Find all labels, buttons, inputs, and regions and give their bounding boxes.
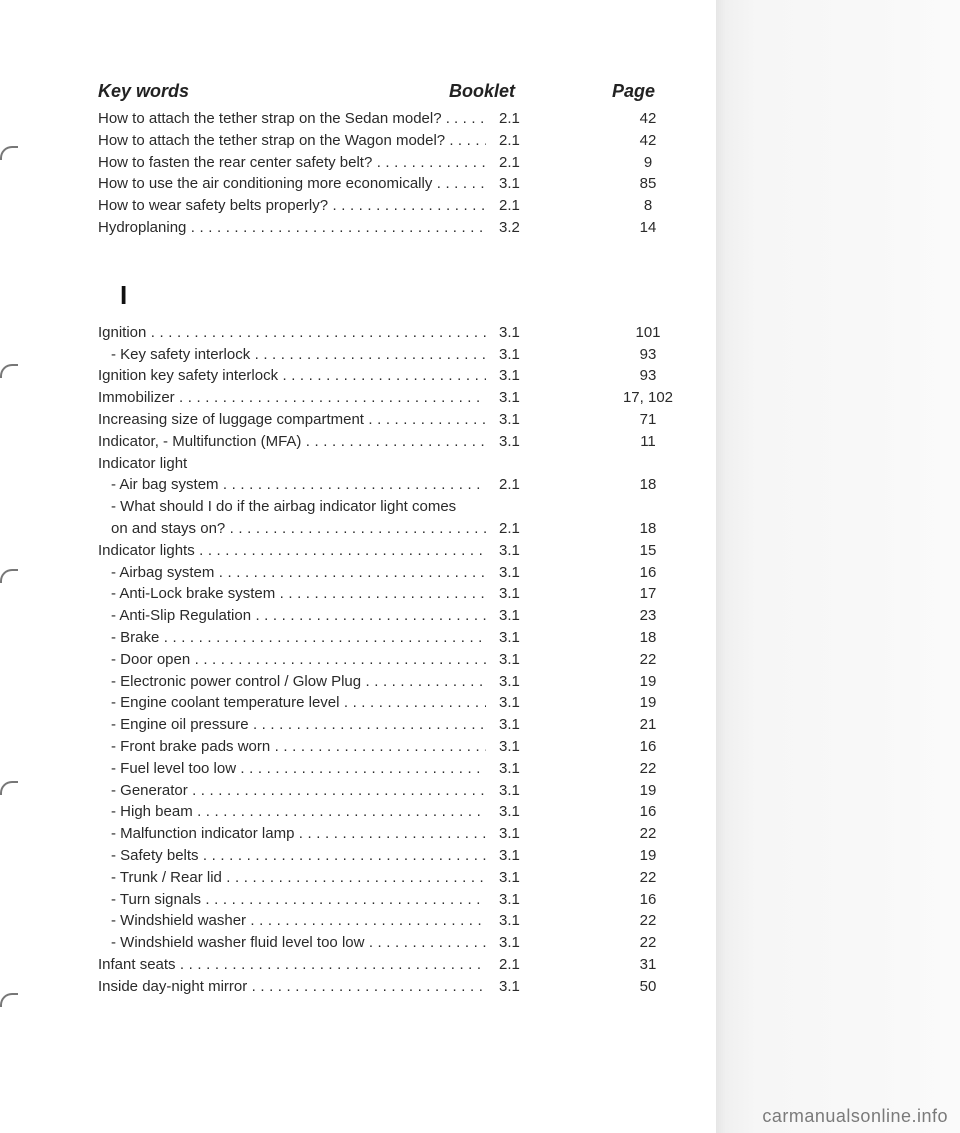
entry-booklet: 3.1 bbox=[499, 541, 520, 559]
entry-page: 16 bbox=[639, 563, 657, 581]
entry-booklet: 3.1 bbox=[499, 912, 520, 930]
entry-page: 17, 102 bbox=[622, 389, 674, 407]
entry-keyword: - Trunk / Rear lid . . . bbox=[98, 867, 486, 889]
entry-keyword: - High beam . . . bbox=[98, 801, 486, 823]
entry-booklet: 3.1 bbox=[499, 563, 520, 581]
entry-booklet: 3.1 bbox=[499, 410, 520, 428]
header-booklet: Booklet bbox=[449, 81, 516, 101]
entry-page: 18 bbox=[639, 476, 657, 494]
index-entry bbox=[98, 954, 668, 976]
entry-booklet: 3.1 bbox=[499, 345, 520, 363]
entry-keyword: How to attach the tether strap on the Sedan model? . . . . . bbox=[98, 108, 486, 130]
index-entry bbox=[98, 152, 668, 174]
entry-keyword: - Key safety interlock . . . bbox=[98, 344, 486, 366]
index-entry bbox=[98, 322, 668, 344]
entry-booklet: 3.1 bbox=[499, 977, 520, 995]
entry-keyword: Immobilizer . . . bbox=[98, 387, 486, 409]
entry-page: 22 bbox=[639, 868, 657, 886]
index-entry bbox=[98, 387, 674, 409]
entry-page: 22 bbox=[639, 650, 657, 668]
binder-hole-mark bbox=[0, 146, 18, 160]
entry-keyword: - Malfunction indicator lamp . . . bbox=[98, 823, 486, 845]
entry-page: 19 bbox=[639, 694, 657, 712]
entry-keyword: Indicator lights . . . bbox=[98, 540, 486, 562]
entry-booklet: 3.1 bbox=[499, 716, 520, 734]
entry-page: 19 bbox=[639, 781, 657, 799]
index-entry bbox=[98, 692, 668, 714]
entry-page: 11 bbox=[640, 432, 656, 450]
entry-keyword: Inside day-night mirror . . . bbox=[98, 976, 486, 998]
index-entry bbox=[98, 496, 668, 518]
entry-page: 14 bbox=[639, 218, 657, 236]
entry-keyword: Indicator light bbox=[98, 454, 188, 472]
entry-booklet: 3.1 bbox=[499, 585, 520, 603]
index-entry bbox=[98, 365, 668, 387]
entry-page: 8 bbox=[643, 197, 653, 215]
entry-page: 71 bbox=[639, 410, 657, 428]
binder-hole-mark bbox=[0, 364, 18, 378]
entry-keyword: Increasing size of luggage compartment . . . bbox=[98, 409, 486, 431]
entry-keyword: - Airbag system . . . bbox=[98, 562, 486, 584]
entry-keyword: - Brake . . . bbox=[98, 627, 486, 649]
entry-keyword: - Door open . . . bbox=[98, 649, 486, 671]
index-entry bbox=[98, 173, 668, 195]
index-entry bbox=[98, 431, 668, 453]
binder-hole-mark bbox=[0, 569, 18, 583]
entry-booklet: 3.1 bbox=[499, 934, 520, 952]
entry-page: 93 bbox=[639, 345, 657, 363]
entry-keyword: Infant seats . . . bbox=[98, 954, 486, 976]
entry-page: 19 bbox=[639, 846, 657, 864]
entry-page: 9 bbox=[643, 153, 653, 171]
index-header bbox=[0, 81, 716, 107]
entry-keyword: Ignition . . . bbox=[98, 322, 486, 344]
entry-keyword: - Anti-Lock brake system . . . bbox=[98, 583, 486, 605]
section-letter: I bbox=[120, 279, 128, 310]
entry-keyword: How to wear safety belts properly? . . . bbox=[98, 195, 486, 217]
entry-booklet: 3.1 bbox=[499, 825, 520, 843]
index-entry bbox=[98, 453, 668, 475]
entry-page: 19 bbox=[639, 672, 657, 690]
index-entry bbox=[98, 108, 668, 130]
index-entry bbox=[98, 823, 668, 845]
entry-booklet: 3.1 bbox=[499, 607, 520, 625]
entry-keyword: Indicator, - Multifunction (MFA) . . . bbox=[98, 431, 486, 453]
entry-keyword: How to fasten the rear center safety belt? . . . bbox=[98, 152, 486, 174]
entry-page: 22 bbox=[639, 934, 657, 952]
entry-booklet: 3.1 bbox=[499, 175, 520, 193]
entry-keyword: on and stays on? . . . bbox=[98, 518, 486, 540]
index-entry bbox=[98, 910, 668, 932]
entry-keyword: Hydroplaning . . . bbox=[98, 217, 486, 239]
entry-page: 22 bbox=[639, 912, 657, 930]
entry-booklet: 2.1 bbox=[499, 153, 520, 171]
entry-booklet: 3.1 bbox=[499, 694, 520, 712]
entry-booklet: 2.1 bbox=[499, 131, 520, 149]
entry-keyword: - Anti-Slip Regulation . . . bbox=[98, 605, 486, 627]
entry-booklet: 2.1 bbox=[499, 955, 520, 973]
entry-booklet: 3.1 bbox=[499, 650, 520, 668]
index-entry bbox=[98, 195, 668, 217]
index-entry bbox=[98, 976, 668, 998]
index-entry bbox=[98, 736, 668, 758]
index-entry bbox=[98, 932, 668, 954]
entry-keyword: - Windshield washer . . . bbox=[98, 910, 486, 932]
entry-booklet: 3.1 bbox=[499, 367, 520, 385]
entry-keyword: - Engine oil pressure . . . bbox=[98, 714, 486, 736]
entry-keyword: - Windshield washer fluid level too low . . . bbox=[98, 932, 486, 954]
header-key-words: Key words bbox=[98, 81, 190, 101]
entry-keyword: How to use the air conditioning more economically . . . bbox=[98, 173, 486, 195]
entry-booklet: 2.1 bbox=[499, 110, 520, 127]
entry-page: 93 bbox=[639, 367, 657, 385]
binder-hole-mark bbox=[0, 781, 18, 795]
entry-booklet: 2.1 bbox=[499, 197, 520, 215]
header-page: Page bbox=[612, 81, 656, 101]
index-entry bbox=[98, 605, 668, 627]
index-entry bbox=[98, 474, 668, 496]
index-entry bbox=[98, 217, 668, 239]
index-entry bbox=[98, 780, 668, 802]
entry-page: 50 bbox=[639, 977, 657, 995]
entry-booklet: 3.1 bbox=[499, 781, 520, 799]
entry-page: 16 bbox=[639, 803, 657, 821]
entry-booklet: 3.1 bbox=[499, 846, 520, 864]
entry-booklet: 3.1 bbox=[499, 672, 520, 690]
entry-keyword: How to attach the tether strap on the Wagon model? . . . . bbox=[98, 130, 486, 152]
index-entry bbox=[98, 562, 668, 584]
entry-page: 16 bbox=[639, 890, 657, 908]
entry-booklet: 3.1 bbox=[499, 868, 520, 886]
entry-page: 101 bbox=[635, 323, 661, 341]
entry-page: 16 bbox=[639, 737, 657, 755]
entry-page: 85 bbox=[639, 175, 657, 193]
page-gutter bbox=[716, 0, 960, 1133]
entry-page: 22 bbox=[639, 759, 657, 777]
index-entry bbox=[98, 409, 668, 431]
index-entry bbox=[98, 801, 668, 823]
entry-page: 18 bbox=[639, 628, 657, 646]
index-entry bbox=[98, 845, 668, 867]
index-entry bbox=[98, 758, 668, 780]
index-entry bbox=[98, 649, 668, 671]
entry-page: 17 bbox=[639, 585, 657, 603]
entry-page: 31 bbox=[639, 955, 657, 973]
entry-booklet: 3.1 bbox=[499, 803, 520, 821]
index-entry bbox=[98, 889, 668, 911]
entry-booklet: 3.1 bbox=[499, 737, 520, 755]
entry-page: 15 bbox=[639, 541, 657, 559]
entry-keyword: - Safety belts . . . bbox=[98, 845, 486, 867]
entry-booklet: 2.1 bbox=[499, 519, 520, 537]
index-entry bbox=[98, 583, 668, 605]
index-entry bbox=[98, 344, 668, 366]
entry-keyword: - Turn signals . . . bbox=[98, 889, 486, 911]
entry-booklet: 3.1 bbox=[499, 323, 520, 341]
entry-booklet: 3.1 bbox=[499, 389, 520, 407]
index-entry bbox=[98, 627, 668, 649]
entry-keyword: - Generator . . . bbox=[98, 780, 486, 802]
entry-booklet: 3.1 bbox=[499, 759, 520, 777]
binder-hole-mark bbox=[0, 993, 18, 1007]
entry-keyword: - Electronic power control / Glow Plug . . . bbox=[98, 671, 486, 693]
entry-page: 23 bbox=[639, 607, 657, 625]
entry-keyword: - Air bag system . . . bbox=[98, 474, 486, 496]
entry-page: 42 bbox=[639, 131, 657, 149]
index-entry bbox=[98, 518, 668, 540]
entry-keyword: Ignition key safety interlock . . . bbox=[98, 365, 486, 387]
entry-page: 18 bbox=[639, 519, 657, 537]
index-entry bbox=[98, 130, 668, 152]
index-entries bbox=[98, 108, 674, 997]
entry-booklet: 3.1 bbox=[499, 628, 520, 646]
entry-booklet: 2.1 bbox=[499, 476, 520, 494]
entry-booklet: 3.1 bbox=[499, 890, 520, 908]
entry-keyword: - Fuel level too low . . . bbox=[98, 758, 486, 780]
watermark: carmanualsonline.info bbox=[762, 1106, 948, 1126]
index-entry bbox=[98, 867, 668, 889]
entry-booklet: 3.2 bbox=[499, 218, 520, 236]
index-entry bbox=[98, 714, 668, 736]
entry-keyword: - Front brake pads worn . . . bbox=[98, 736, 486, 758]
index-entry bbox=[98, 671, 668, 693]
entry-page: 21 bbox=[639, 716, 657, 734]
entry-booklet: 3.1 bbox=[499, 432, 520, 450]
entry-keyword: - Engine coolant temperature level . . . bbox=[98, 692, 486, 714]
index-entry bbox=[98, 540, 668, 562]
entry-page: 22 bbox=[639, 825, 657, 843]
entry-page: 42 bbox=[639, 110, 657, 127]
entry-keyword: - What should I do if the airbag indicator light comes bbox=[111, 498, 457, 516]
